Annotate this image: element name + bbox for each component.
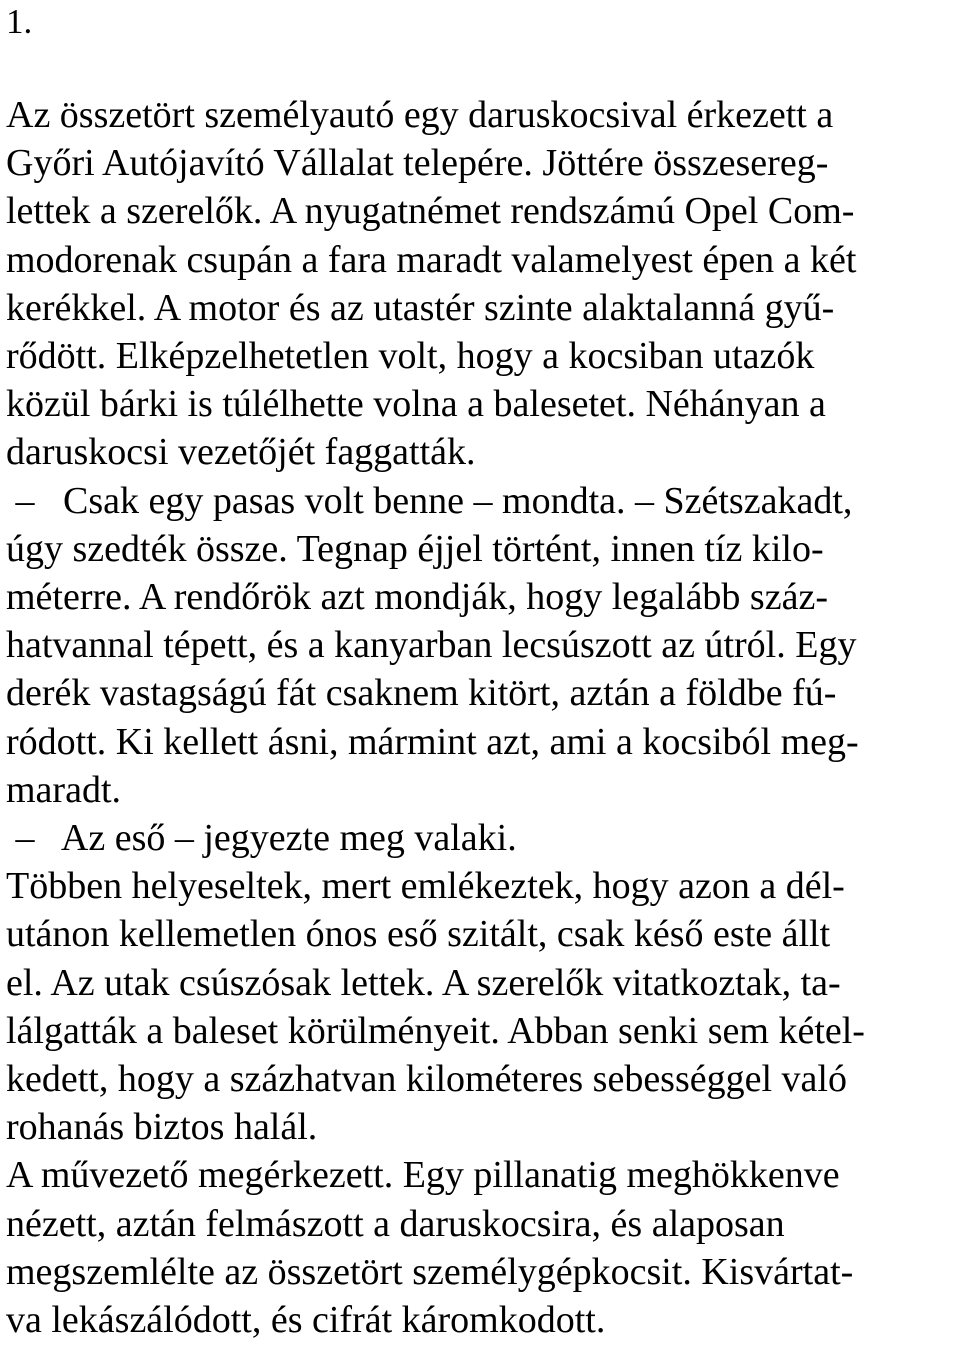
text-line: kedett, hogy a százhatvan kilométeres sebességgel való [6,1058,847,1101]
text-line: közül bárki is túlélhette volna a balesetet. Néhányan a [6,383,826,426]
text-line: kerékkel. A motor és az utastér szinte alaktalanná gyű- [6,286,835,329]
text-line: hatvannal tépett, és a kanyarban lecsúszott az útról. Egy [6,624,857,667]
text-line: derék vastagságú fát csaknem kitört, aztán a földbe fú- [6,672,837,715]
text-line: rohanás biztos halál. [6,1106,318,1149]
text-line: méterre. A rendőrök azt mondják, hogy legalább száz- [6,576,828,619]
text-line: lettek a szerelők. A nyugatnémet rendszámú Opel Com- [6,190,855,233]
text-line: daruskocsi vezetőjét faggatták. [6,431,476,474]
text-line: lálgatták a baleset körülményeit. Abban senki sem kétel- [6,1009,865,1052]
text-line: Többen helyeseltek, mert emlékeztek, hogy azon a dél- [6,865,845,908]
text-line: modorenak csupán a fara maradt valamelyest épen a két [6,238,857,281]
body-text [6,91,954,1344]
text-line: A művezető megérkezett. Egy pillanatig meghökkenve [6,1154,840,1197]
text-line: ródott. Ki kellett ásni, mármint azt, ami a kocsiból meg- [6,720,859,763]
text-line: maradt. [6,768,122,811]
text-line: Az összetört személyautó egy daruskocsival érkezett a [6,94,834,136]
text-line: el. Az utak csúszósak lettek. A szerelők vitatkoztak, ta- [6,961,841,1004]
text-line: rődött. Elképzelhetetlen volt, hogy a kocsiban utazók [6,335,815,378]
page-number: 1. [6,2,33,41]
text-line: megszemlélte az összetört személygépkocsit. Kisvártat- [6,1250,854,1293]
text-line: – Csak egy pasas volt benne – mondta. – Szétszakadt, [6,479,853,522]
text-line: nézett, aztán felmászott a daruskocsira, és alaposan [6,1202,785,1245]
text-line: úgy szedték össze. Tegnap éjjel történt, innen tíz kilo- [6,527,824,570]
text-line: Győri Autójavító Vállalat telepére. Jöttére összesereg- [6,142,829,185]
text-line: va lekászálódott, és cifrát káromkodott. [6,1299,606,1342]
text-line: utánon kellemetlen ónos eső szitált, csak késő este állt [6,913,831,956]
text-line: – Az eső – jegyezte meg valaki. [6,817,517,860]
